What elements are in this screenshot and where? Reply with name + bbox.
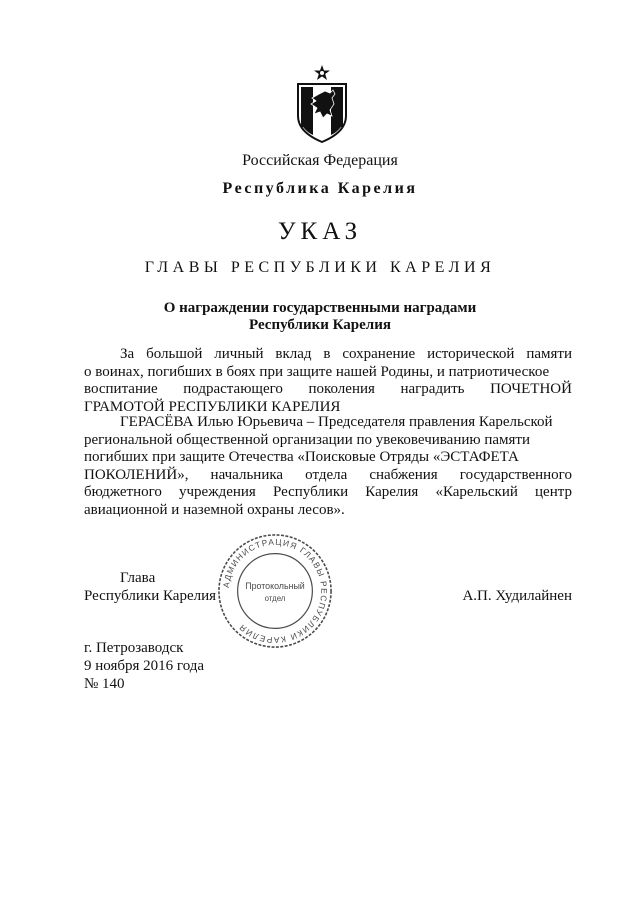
text-word: исторической	[427, 346, 515, 362]
official-stamp	[216, 532, 334, 650]
issuer-title: ГЛАВЫ РЕСПУБЛИКИ КАРЕЛИЯ	[144, 259, 496, 276]
subject-line: О награждении государственными наградами	[163, 300, 477, 316]
text-word: воспитание	[84, 381, 158, 397]
text-word: ПОКОЛЕНИЙ»,	[84, 466, 189, 483]
text-word: большой	[146, 346, 203, 362]
decree-number: № 140	[84, 676, 125, 692]
coat-of-arms-icon	[292, 64, 352, 144]
place-of-signing: г. Петрозаводск	[84, 640, 184, 656]
text-word: подрастающего	[183, 381, 283, 397]
text-word: отдела	[305, 466, 348, 483]
text-word: о воинах, погибших в боях при защите нашей Родины, и патриотическое	[84, 363, 550, 380]
text-line	[84, 414, 572, 432]
text-word: учреждения	[179, 484, 256, 500]
text-word: памяти	[526, 346, 572, 362]
text-word: региональной общественной организации по увековечиванию памяти	[84, 431, 530, 448]
text-word: ГЕРАСЁВА Илью Юрьевича – Председателя правления Карельской	[120, 414, 553, 430]
text-word: государственного	[459, 466, 572, 483]
text-word: личный	[214, 346, 264, 362]
republic-name: Республика Карелия	[222, 180, 418, 197]
text-word: ПОЧЕТНОЙ	[490, 381, 572, 397]
country-name: Российская Федерация	[242, 152, 398, 169]
text-line	[84, 467, 572, 485]
signing-date: 9 ноября 2016 года	[84, 658, 205, 674]
text-word: вклад	[275, 346, 312, 362]
text-line	[84, 364, 572, 382]
text-word: центр	[535, 484, 572, 500]
text-word: «Карельский	[435, 484, 518, 500]
text-word: погибших при защите Отечества «Поисковые Отряды «ЭСТАФЕТА	[84, 449, 519, 465]
text-word: в	[323, 346, 331, 362]
signatory-name: А.П. Худилайнен	[462, 588, 572, 604]
text-word: авиационной и наземной охраны лесов».	[84, 501, 345, 518]
stamp-inner-line: отдел	[264, 593, 286, 603]
stamp-outer-text: АДМИНИСТРАЦИЯ ГЛАВЫ РЕСПУБЛИКИ КАРЕЛИЯ	[220, 536, 330, 646]
text-line	[84, 381, 572, 399]
text-word: ГРАМОТОЙ РЕСПУБЛИКИ КАРЕЛИЯ	[84, 398, 341, 415]
text-word: наградить	[400, 381, 465, 397]
document-type: УКАЗ	[277, 218, 363, 245]
text-line	[84, 449, 572, 467]
text-line	[84, 502, 572, 520]
decree-subject	[0, 300, 640, 334]
stamp-inner-line: Протокольный	[245, 581, 305, 592]
paragraph-recipient	[84, 414, 572, 519]
text-word: сохранение	[342, 346, 416, 362]
text-word: За	[120, 346, 135, 362]
text-word: начальника	[210, 466, 284, 483]
text-line	[84, 432, 572, 450]
text-line	[84, 484, 572, 502]
paragraph-award	[84, 346, 572, 416]
text-word: бюджетного	[84, 484, 162, 500]
text-line	[84, 346, 572, 364]
subject-line: Республики Карелия	[249, 317, 391, 333]
text-word: снабжения	[369, 466, 438, 483]
text-word: поколения	[308, 381, 375, 397]
signatory-organization: Республики Карелия	[84, 588, 217, 604]
text-word: Карелия	[365, 484, 419, 500]
signatory-title: Глава	[120, 570, 156, 586]
text-word: Республики	[272, 484, 349, 500]
